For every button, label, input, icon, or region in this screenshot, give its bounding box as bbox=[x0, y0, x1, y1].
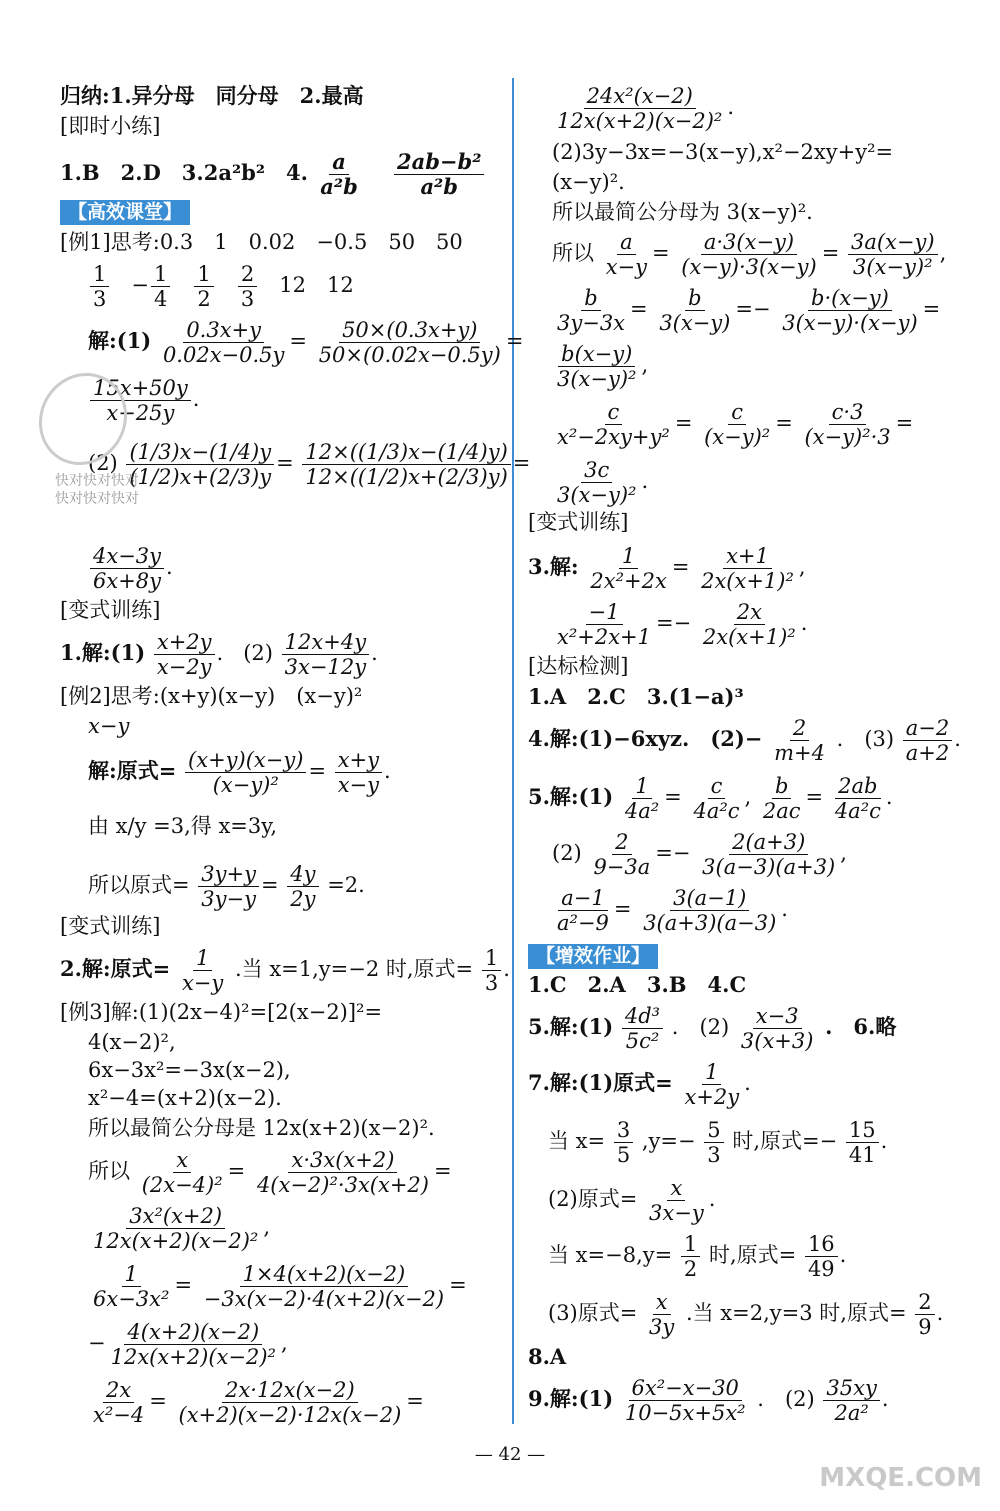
example2-think: [例2]思考:(x+y)(x−y) (x−y)² bbox=[60, 684, 363, 708]
right-fraction-c-final: $\frac{3c}{\text{3(x−y)²}}$ . bbox=[557, 458, 649, 508]
example3-fraction-b: $\frac{1}{\text{6x−3x²}}$ = $\frac{1\times 4(x+2)(x-2)}{-3x(x-2)\cdot 4(x+2)(x-2)}$ = bbox=[93, 1262, 467, 1312]
example3-line1: [例3]解:(1)(2x−4)²=[2(x−2)]²= bbox=[60, 1000, 383, 1024]
right-line4: 所以最简公分母为 3(x−y)². bbox=[552, 200, 813, 224]
example2-line2: x−y bbox=[88, 714, 130, 738]
variant3-line1: 3.解: $\frac{1}{\text{2x²+2x}}$ = $\frac{x+1}{\text{2x(x+1)²}}$ , bbox=[528, 544, 806, 594]
check-q5-line1: 5.解:(1) $\frac{1}{\text{4a²}}$ = $\frac{c}{\text{4a²c}}$ , $\frac{b}{2ac}$ = $\frac{2ab}{\text{4a²c}}$ . bbox=[528, 774, 893, 824]
section-variant-2: [变式训练] bbox=[60, 914, 161, 938]
right-line2: (2)3y−3x=−3(x−y),x²−2xy+y²= bbox=[552, 140, 894, 164]
example3-line3: 6x−3x²=−3x(x−2), bbox=[88, 1058, 291, 1082]
variant2-answer: 2.解:原式= $\frac{1}{x-y}$ .当 x=1,y=−2 时,原式= $\frac{1}{3}$ . bbox=[60, 946, 510, 996]
homework-q7-2: (2)原式= $\frac{x}{3x-y}$ . bbox=[548, 1176, 716, 1226]
check-answers: 1.A 2.C 3.(1−a)³ bbox=[528, 684, 744, 709]
section-variant-3: [变式训练] bbox=[528, 510, 629, 534]
summary-line: 归纳:1.异分母 同分母 2.最高 bbox=[60, 83, 364, 108]
right-fraction-b: $\frac{b}{3y-3x}$ = $\frac{b}{3(x-y)}$ =− $\frac{b\cdot(x-y)}{3(x-y)\cdot(x-y)}$ = bbox=[557, 286, 941, 336]
section-check: [达标检测] bbox=[528, 654, 629, 678]
right-fraction-a: 所以 $\frac{a}{x-y}$ = $\frac{a\cdot 3(x-y)}{(x-y)\cdot 3(x-y)}$ = $\frac{3a(x-y)}{\text{3(x−y)²}}$ , bbox=[552, 230, 947, 280]
right-fraction-b-result: $\frac{b(x-y)}{\text{3(x−y)²}}$ , bbox=[557, 342, 649, 392]
homework-q8: 8.A bbox=[528, 1344, 567, 1369]
right-line3: (x−y)². bbox=[552, 170, 625, 194]
variant1-answer: 1.解:(1) $\frac{x+2y}{x-2y}$ . (2) $\frac{12x+4y}{3x-12y}$ . bbox=[60, 630, 378, 680]
example2-result: 所以原式= $\frac{3y+y}{3y-y}$ = $\frac{4y}{2y}$ =2. bbox=[88, 862, 365, 912]
example3-fraction-b-result: − $\frac{4(x+2)(x-2)}{\text{12x(x+2)(x−2)²}}$ , bbox=[88, 1320, 288, 1370]
solution2-line1: (2) $\frac{(1/3)x-(1/4)y}{(1/2)x+(2/3)y}$ = $\frac{12\times((1/3)x-(1/4)y)}{12\times((1/2)x+(2/3)y)}$ = bbox=[88, 440, 531, 490]
homework-q5: 5.解:(1) $\frac{\text{4d³}}{\text{5c²}}$ . (2) $\frac{x-3}{3(x+3)}$ . 6.略 bbox=[528, 1004, 897, 1054]
example1-think: [例1]思考:0.3 1 0.02 −0.5 50 50 bbox=[60, 230, 463, 254]
homework-1-4: 1.C 2.A 3.B 4.C bbox=[528, 972, 747, 997]
check-q5-line3: $\frac{a-1}{\text{a²−9}}$ = $\frac{3(a-1)}{3(a+3)(a-3)}$ . bbox=[557, 886, 788, 936]
column-divider bbox=[512, 78, 514, 1424]
homework-q9: 9.解:(1) $\frac{\text{6x²−x−30}}{\text{10−5x+5x²}}$ . (2) $\frac{35xy}{\text{2a²}}$ . bbox=[528, 1376, 889, 1426]
solution2-line2: $\frac{4x-3y}{6x+8y}$ . bbox=[88, 544, 173, 593]
example2-solution: 解:原式= $\frac{(x+y)(x-y)}{\text{(x−y)²}}$ = $\frac{x+y}{x-y}$ . bbox=[88, 748, 391, 798]
page-number: — 42 — bbox=[474, 1444, 546, 1465]
section-tag-classroom: 【 高效课堂 】 bbox=[60, 200, 190, 225]
practice-answers: 1.B 2.D 3.2a²b² 4. $\frac{a}{\text{a²b}}$ $\frac{\text{2ab−b²}}{\text{a²b}}$ bbox=[60, 150, 486, 199]
homework-q7-1: 7.解:(1)原式= $\frac{1}{x+2y}$ . bbox=[528, 1060, 751, 1110]
homework-q7-2-eval: 当 x=−8,y= $\frac{1}{2}$ 时,原式= $\frac{16}{49}$ . bbox=[548, 1232, 847, 1282]
solution1-line1: 解:(1) $\frac{0.3x+y}{0.02x-0.5y}$ = $\frac{50\times(0.3x+y)}{50\times(0.02x-0.5y)}$ = bbox=[88, 318, 524, 368]
example2-given: 由 x/y =3,得 x=3y, bbox=[88, 814, 277, 838]
solution1-line2: $\frac{15x+50y}{x-25y}$ . bbox=[88, 376, 199, 425]
example3-line2: 4(x−2)², bbox=[88, 1030, 176, 1054]
example3-line4: x²−4=(x+2)(x−2). bbox=[88, 1086, 282, 1110]
section-tag-homework: 【 增效作业 】 bbox=[528, 944, 658, 969]
homework-q7-1-eval: 当 x= $\frac{3}{5}$ ,y=− $\frac{5}{3}$ 时,原式=− $\frac{15}{41}$ . bbox=[548, 1118, 888, 1168]
example1-fractions: $\frac{1}{3}$ − $\frac{1}{4}$ $\frac{1}{2}$ $\frac{2}{3}$ 12 12 bbox=[88, 262, 354, 311]
watermark-left: 快对快对快对 快对快对快对 bbox=[55, 473, 139, 508]
homework-q7-3: (3)原式= $\frac{x}{3y}$ .当 x=2,y=3 时,原式= $\frac{2}{9}$ . bbox=[548, 1290, 944, 1340]
example3-fraction-c: $\frac{2x}{\text{x²−4}}$ = $\frac{2x\cdot 12x(x-2)}{(x+2)(x-2)\cdot 12x(x-2)}$ = bbox=[93, 1378, 424, 1428]
example3-fraction-a: 所以 $\frac{x}{\text{(2x−4)²}}$ = $\frac{x\cdot 3x(x+2)}{\text{4(x−2)²·3x(x+2)}}$ = bbox=[88, 1148, 452, 1198]
right-fraction-c-result: $\frac{\text{24x²(x−2)}}{\text{12x(x+2)(x−2)²}}$ . bbox=[557, 84, 735, 134]
section-variant-1: [变式训练] bbox=[60, 598, 161, 622]
check-q5-line2: (2) $\frac{2}{9-3a}$ =− $\frac{2(a+3)}{3(a-3)(a+3)}$ , bbox=[552, 830, 847, 880]
variant3-line2: $\frac{-1}{\text{x²+2x+1}}$ =− $\frac{2x}{\text{2x(x+1)²}}$ . bbox=[557, 600, 808, 650]
watermark-corner: MXQE.COM bbox=[819, 1463, 982, 1493]
section-practice: [即时小练] bbox=[60, 114, 161, 138]
example3-line5: 所以最简公分母是 12x(x+2)(x−2)². bbox=[88, 1116, 435, 1140]
check-q4: 4.解:(1)−6xyz. (2)− $\frac{2}{m+4}$ . (3) $\frac{a-2}{a+2}$ . bbox=[528, 716, 961, 766]
example3-fraction-a-result: $\frac{\text{3x²(x+2)}}{\text{12x(x+2)(x−2)²}}$ , bbox=[93, 1204, 271, 1254]
right-fraction-c: $\frac{c}{\text{x²−2xy+y²}}$ = $\frac{c}{\text{(x−y)²}}$ = $\frac{c\cdot 3}{\text{(x−y)²·3}}$ = bbox=[557, 400, 914, 450]
